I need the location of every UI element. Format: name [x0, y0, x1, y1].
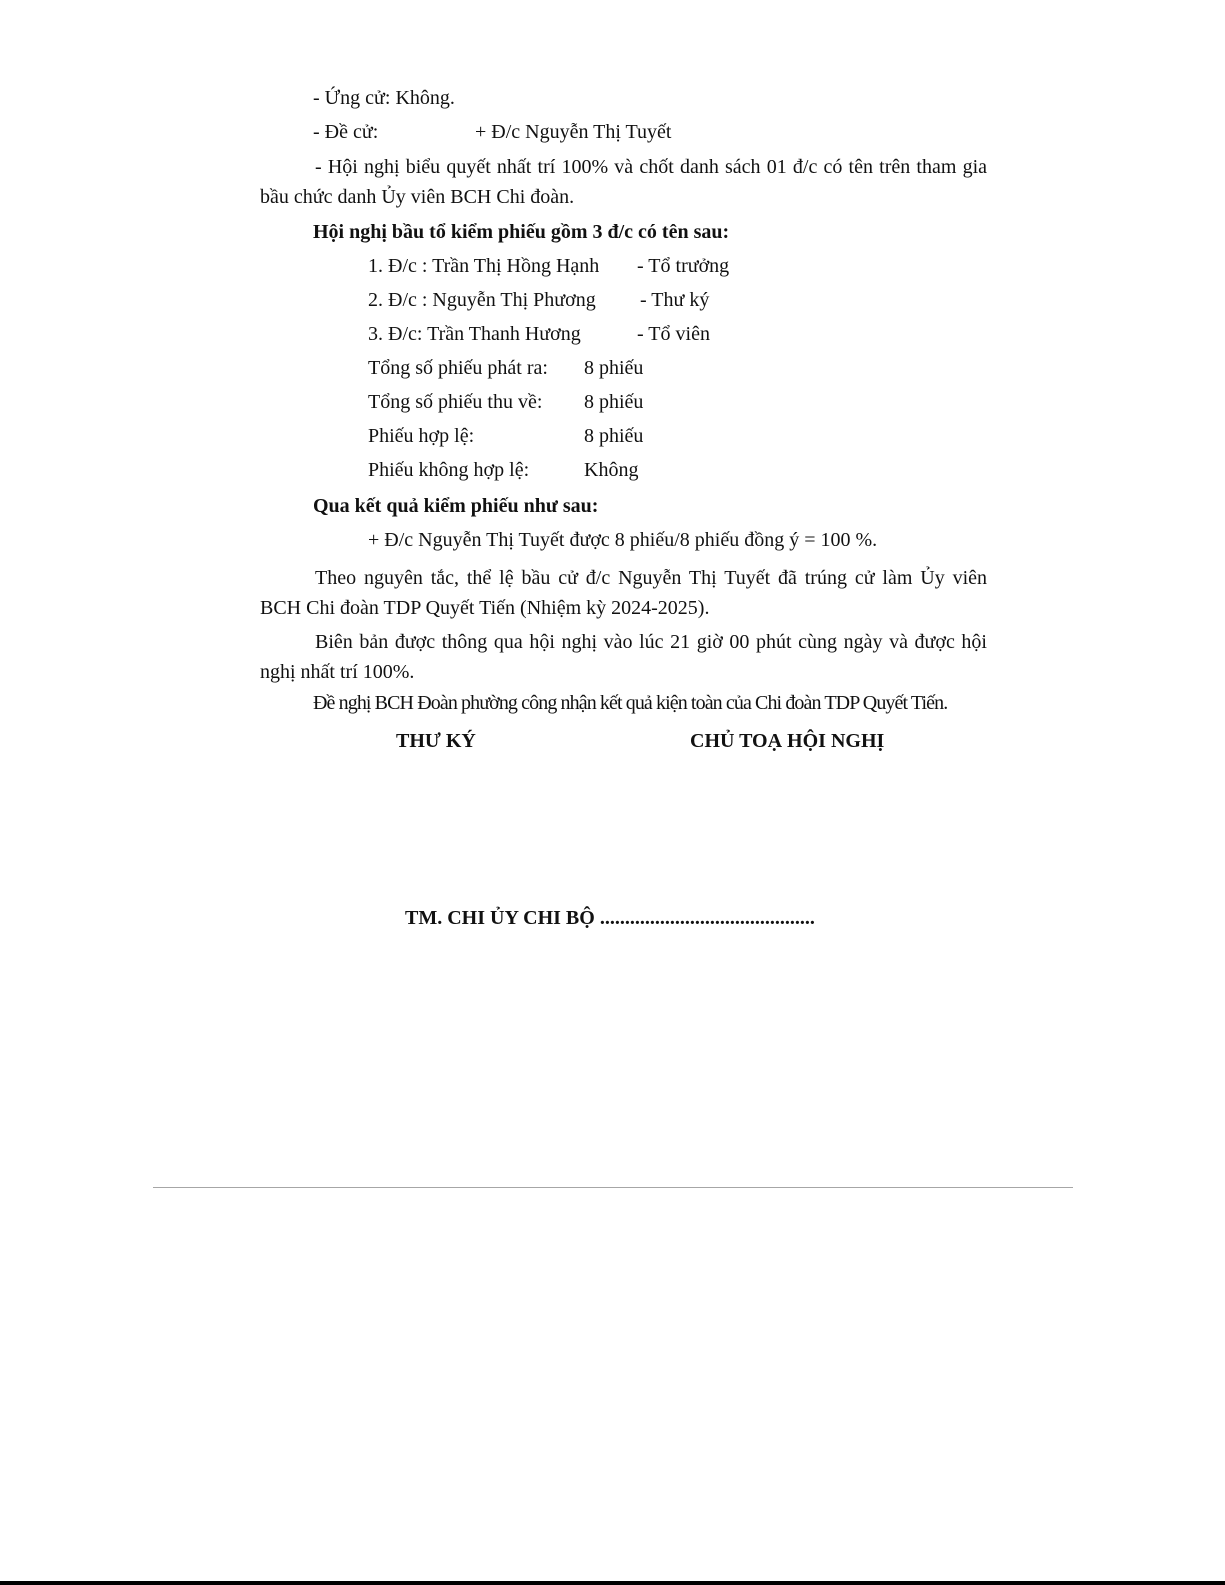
ballot-value: Không — [584, 459, 639, 481]
committee-member-role: - Thư ký — [640, 289, 710, 311]
ballot-label: Tổng số phiếu thu về: — [368, 391, 543, 413]
results-heading: Qua kết quả kiểm phiếu như sau: — [313, 495, 599, 517]
elected-paragraph: Theo nguyên tắc, thể lệ bầu cử đ/c Nguyễn Thị Tuyết đã trúng cử làm Ủy viên BCH Chi đoàn TDP Quyết Tiến (Nhiệm kỳ 2024-2025). — [260, 567, 987, 619]
committee-member-name: 2. Đ/c : Nguyễn Thị Phương — [368, 289, 596, 311]
ballot-label: Phiếu không hợp lệ: — [368, 459, 530, 481]
self-nomination-line: - Ứng cử: Không. — [313, 87, 455, 109]
committee-member-role: - Tổ viên — [637, 323, 710, 345]
chair-signature-title: CHỦ TOẠ HỘI NGHỊ — [690, 730, 885, 752]
ballot-value: 8 phiếu — [584, 357, 644, 379]
resolution-paragraph: - Hội nghị biểu quyết nhất trí 100% và chốt danh sách 01 đ/c có tên trên tham gia bầu chức danh Ủy viên BCH Chi đoàn. — [260, 156, 987, 208]
counting-committee-heading: Hội nghị bầu tổ kiểm phiếu gồm 3 đ/c có tên sau: — [313, 221, 730, 243]
secretary-signature-title: THƯ KÝ — [396, 730, 476, 752]
ballot-label: Tổng số phiếu phát ra: — [368, 357, 548, 379]
page-divider — [153, 1187, 1073, 1188]
ballot-value: 8 phiếu — [584, 391, 644, 413]
results-line: + Đ/c Nguyễn Thị Tuyết được 8 phiếu/8 phiếu đồng ý = 100 %. — [368, 529, 878, 551]
bottom-edge-bar — [0, 1581, 1225, 1585]
ballot-value: 8 phiếu — [584, 425, 644, 447]
approval-paragraph: Biên bản được thông qua hội nghị vào lúc 21 giờ 00 phút cùng ngày và được hội nghị nhất trí 100%. — [260, 631, 987, 683]
nomination-label: - Đề cử: — [313, 121, 379, 143]
committee-member-name: 1. Đ/c : Trần Thị Hồng Hạnh — [368, 255, 600, 277]
proposal-paragraph: Đề nghị BCH Đoàn phường công nhận kết quả kiện toàn của Chi đoàn TDP Quyết Tiến. — [313, 692, 948, 714]
committee-member-name: 3. Đ/c: Trần Thanh Hương — [368, 323, 581, 345]
ballot-label: Phiếu hợp lệ: — [368, 425, 475, 447]
nomination-value: + Đ/c Nguyễn Thị Tuyết — [475, 121, 672, 143]
committee-member-role: - Tổ trưởng — [637, 255, 730, 277]
party-cell-signature-title: TM. CHI ỦY CHI BỘ ........................................... — [405, 907, 815, 929]
